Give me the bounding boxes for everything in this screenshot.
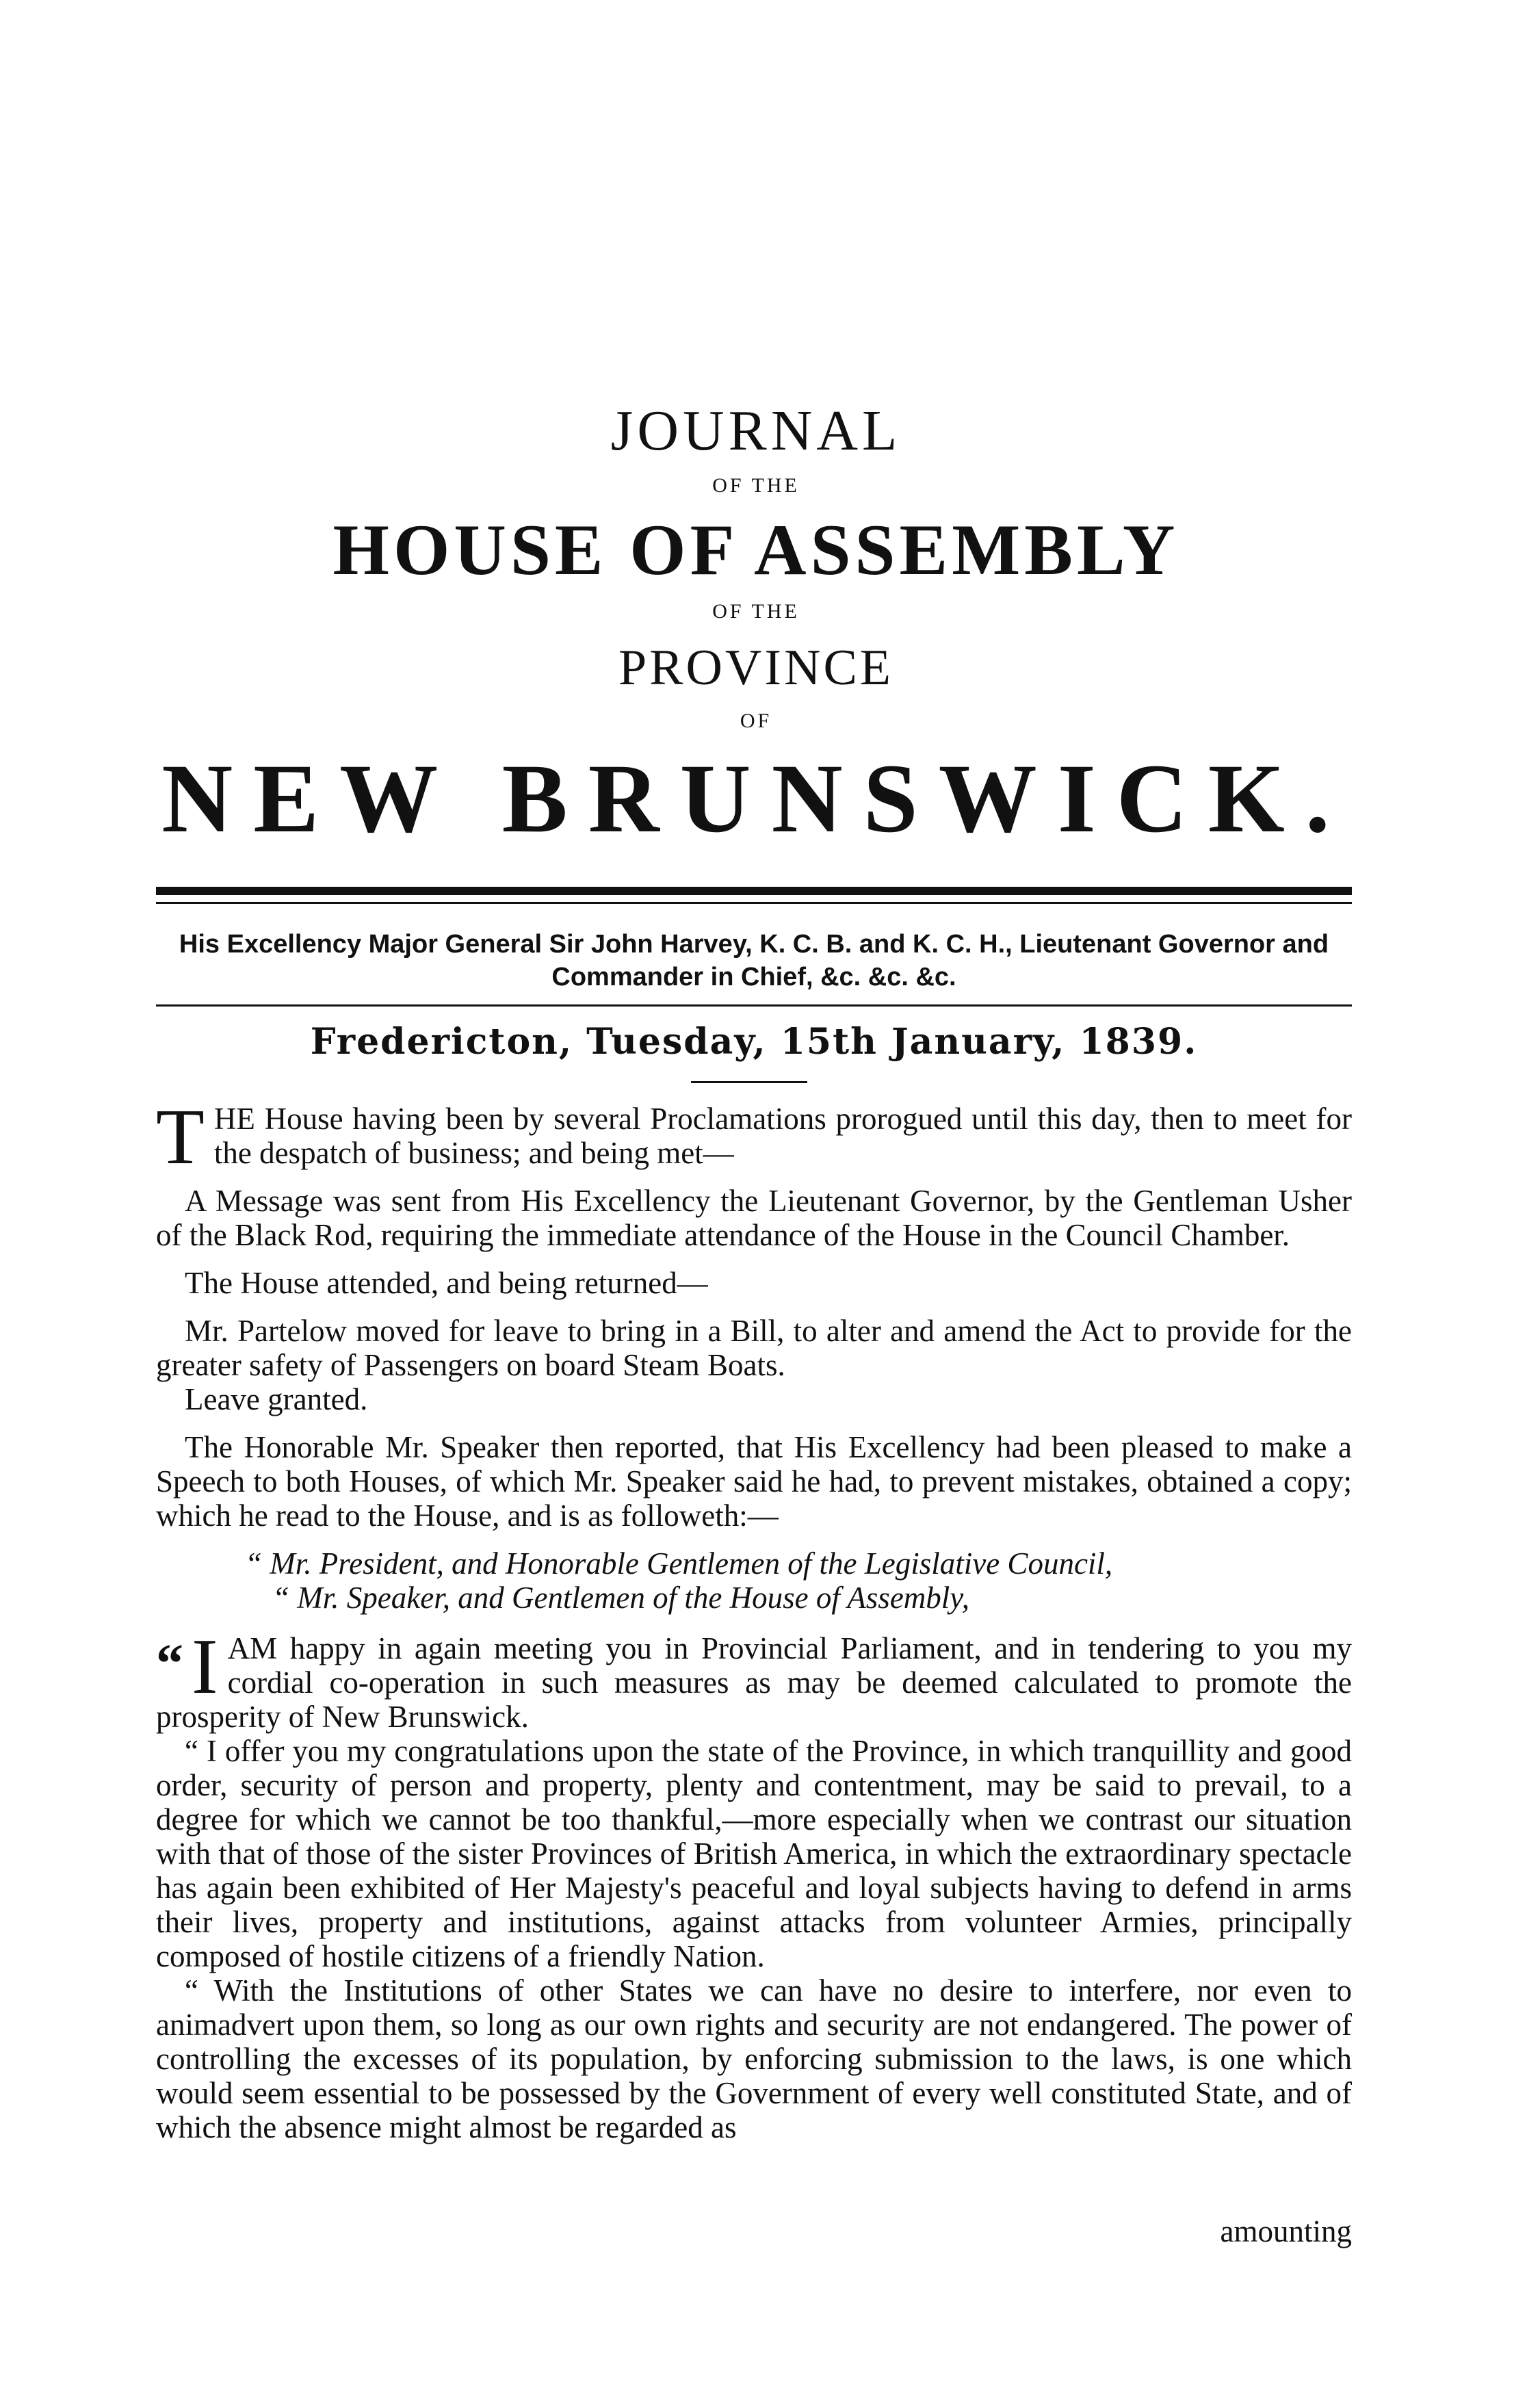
speech-paragraph-1 bbox=[156, 1623, 1352, 1734]
title-block bbox=[157, 397, 1355, 854]
thick-divider bbox=[156, 887, 1352, 895]
house-attended-paragraph: The House attended, and being returned— bbox=[185, 1266, 708, 1300]
speaker-report-paragraph: The Honorable Mr. Speaker then reported, that His Excellency had been pleased to make a Speech to both Houses, of which Mr. Speaker said he had, to prevent mistakes, obtained a copy; which he read to the House, and is as followeth:— bbox=[156, 1430, 1352, 1533]
drop-cap-i: I bbox=[192, 1623, 218, 1711]
title-new-brunswick: NEW BRUNSWICK. bbox=[161, 744, 1350, 853]
short-divider bbox=[691, 1081, 807, 1083]
speech-paragraph-1-text: AM happy in again meeting you in Provincial Parliament, and in tendering to you my cordial co-operation in such measures as may be deemed calculated to promote the prosperity of New Brunswick. bbox=[156, 1631, 1352, 1734]
thin-divider bbox=[156, 902, 1352, 904]
dateline: Fredericton, Tuesday, 15th January, 1839. bbox=[310, 1021, 1198, 1063]
address-line-council: “ Mr. President, and Honorable Gentlemen of the Legislative Council, bbox=[245, 1546, 1113, 1581]
drop-cap-t: T bbox=[156, 1093, 205, 1181]
leave-granted-paragraph: Leave granted. bbox=[185, 1382, 368, 1416]
title-of: OF bbox=[740, 710, 772, 732]
title-province: PROVINCE bbox=[618, 640, 894, 696]
catchword: amounting bbox=[1220, 2214, 1352, 2248]
opening-paragraph bbox=[156, 1093, 1352, 1181]
divider-above-dateline bbox=[156, 1004, 1352, 1007]
title-house-of-assembly: HOUSE OF ASSEMBLY bbox=[332, 510, 1179, 590]
title-of-the-1: OF THE bbox=[712, 474, 800, 497]
message-paragraph: A Message was sent from His Excellency the Lieutenant Governor, by the Gentleman Usher of the Black Rod, requiring the immediate attendance of the House in the Council Chamber. bbox=[156, 1184, 1352, 1252]
governor-line: His Excellency Major General Sir John Harvey, K. C. B. and K. C. H., Lieutenant Governor and Commander in Chief, &c. &c. &c. bbox=[179, 930, 1329, 991]
speech-text bbox=[156, 1623, 1352, 2144]
journal-body bbox=[156, 1093, 1352, 2144]
partelow-motion-paragraph: Mr. Partelow moved for leave to bring in a Bill, to alter and amend the Act to provide for the greater safety of Passengers on board Steam Boats. bbox=[156, 1314, 1352, 1382]
title-of-the-2: OF THE bbox=[712, 600, 800, 623]
opening-paragraph-text: HE House having been by several Proclamations prorogued until this day, then to meet for the despatch of business; and being met— bbox=[213, 1102, 1352, 1170]
speech-address bbox=[156, 1546, 1352, 1615]
speech-paragraph-2: “ I offer you my congratulations upon the state of the Province, in which tranquillity and good order, security of person and property, plenty and contentment, may be said to prevail, to a degree for which we cannot be too thankful,—more especially when we contrast our situation with that of those of the sister Provinces of British America, in which the extraordinary spectacle has again been exhibited of Her Majesty's peaceful and loyal subjects having to defend in arms their lives, property and institutions, against attacks from volunteer Armies, principally composed of hostile citizens of a friendly Nation. bbox=[156, 1734, 1352, 1973]
title-journal: JOURNAL bbox=[610, 399, 902, 463]
speech-paragraph-3: “ With the Institutions of other States we can have no desire to interfere, nor even to animadvert upon them, so long as our own rights and security are not endangered. The power of controlling the excesses of its population, by enforcing submission to the laws, is one which would seem essential to be possessed by the Government of every well constituted State, and of which the absence might almost be regarded as bbox=[156, 1973, 1352, 2144]
address-line-assembly: “ Mr. Speaker, and Gentlemen of the House of Assembly, bbox=[272, 1581, 970, 1615]
drop-quote-mark: “ bbox=[156, 1634, 183, 1694]
